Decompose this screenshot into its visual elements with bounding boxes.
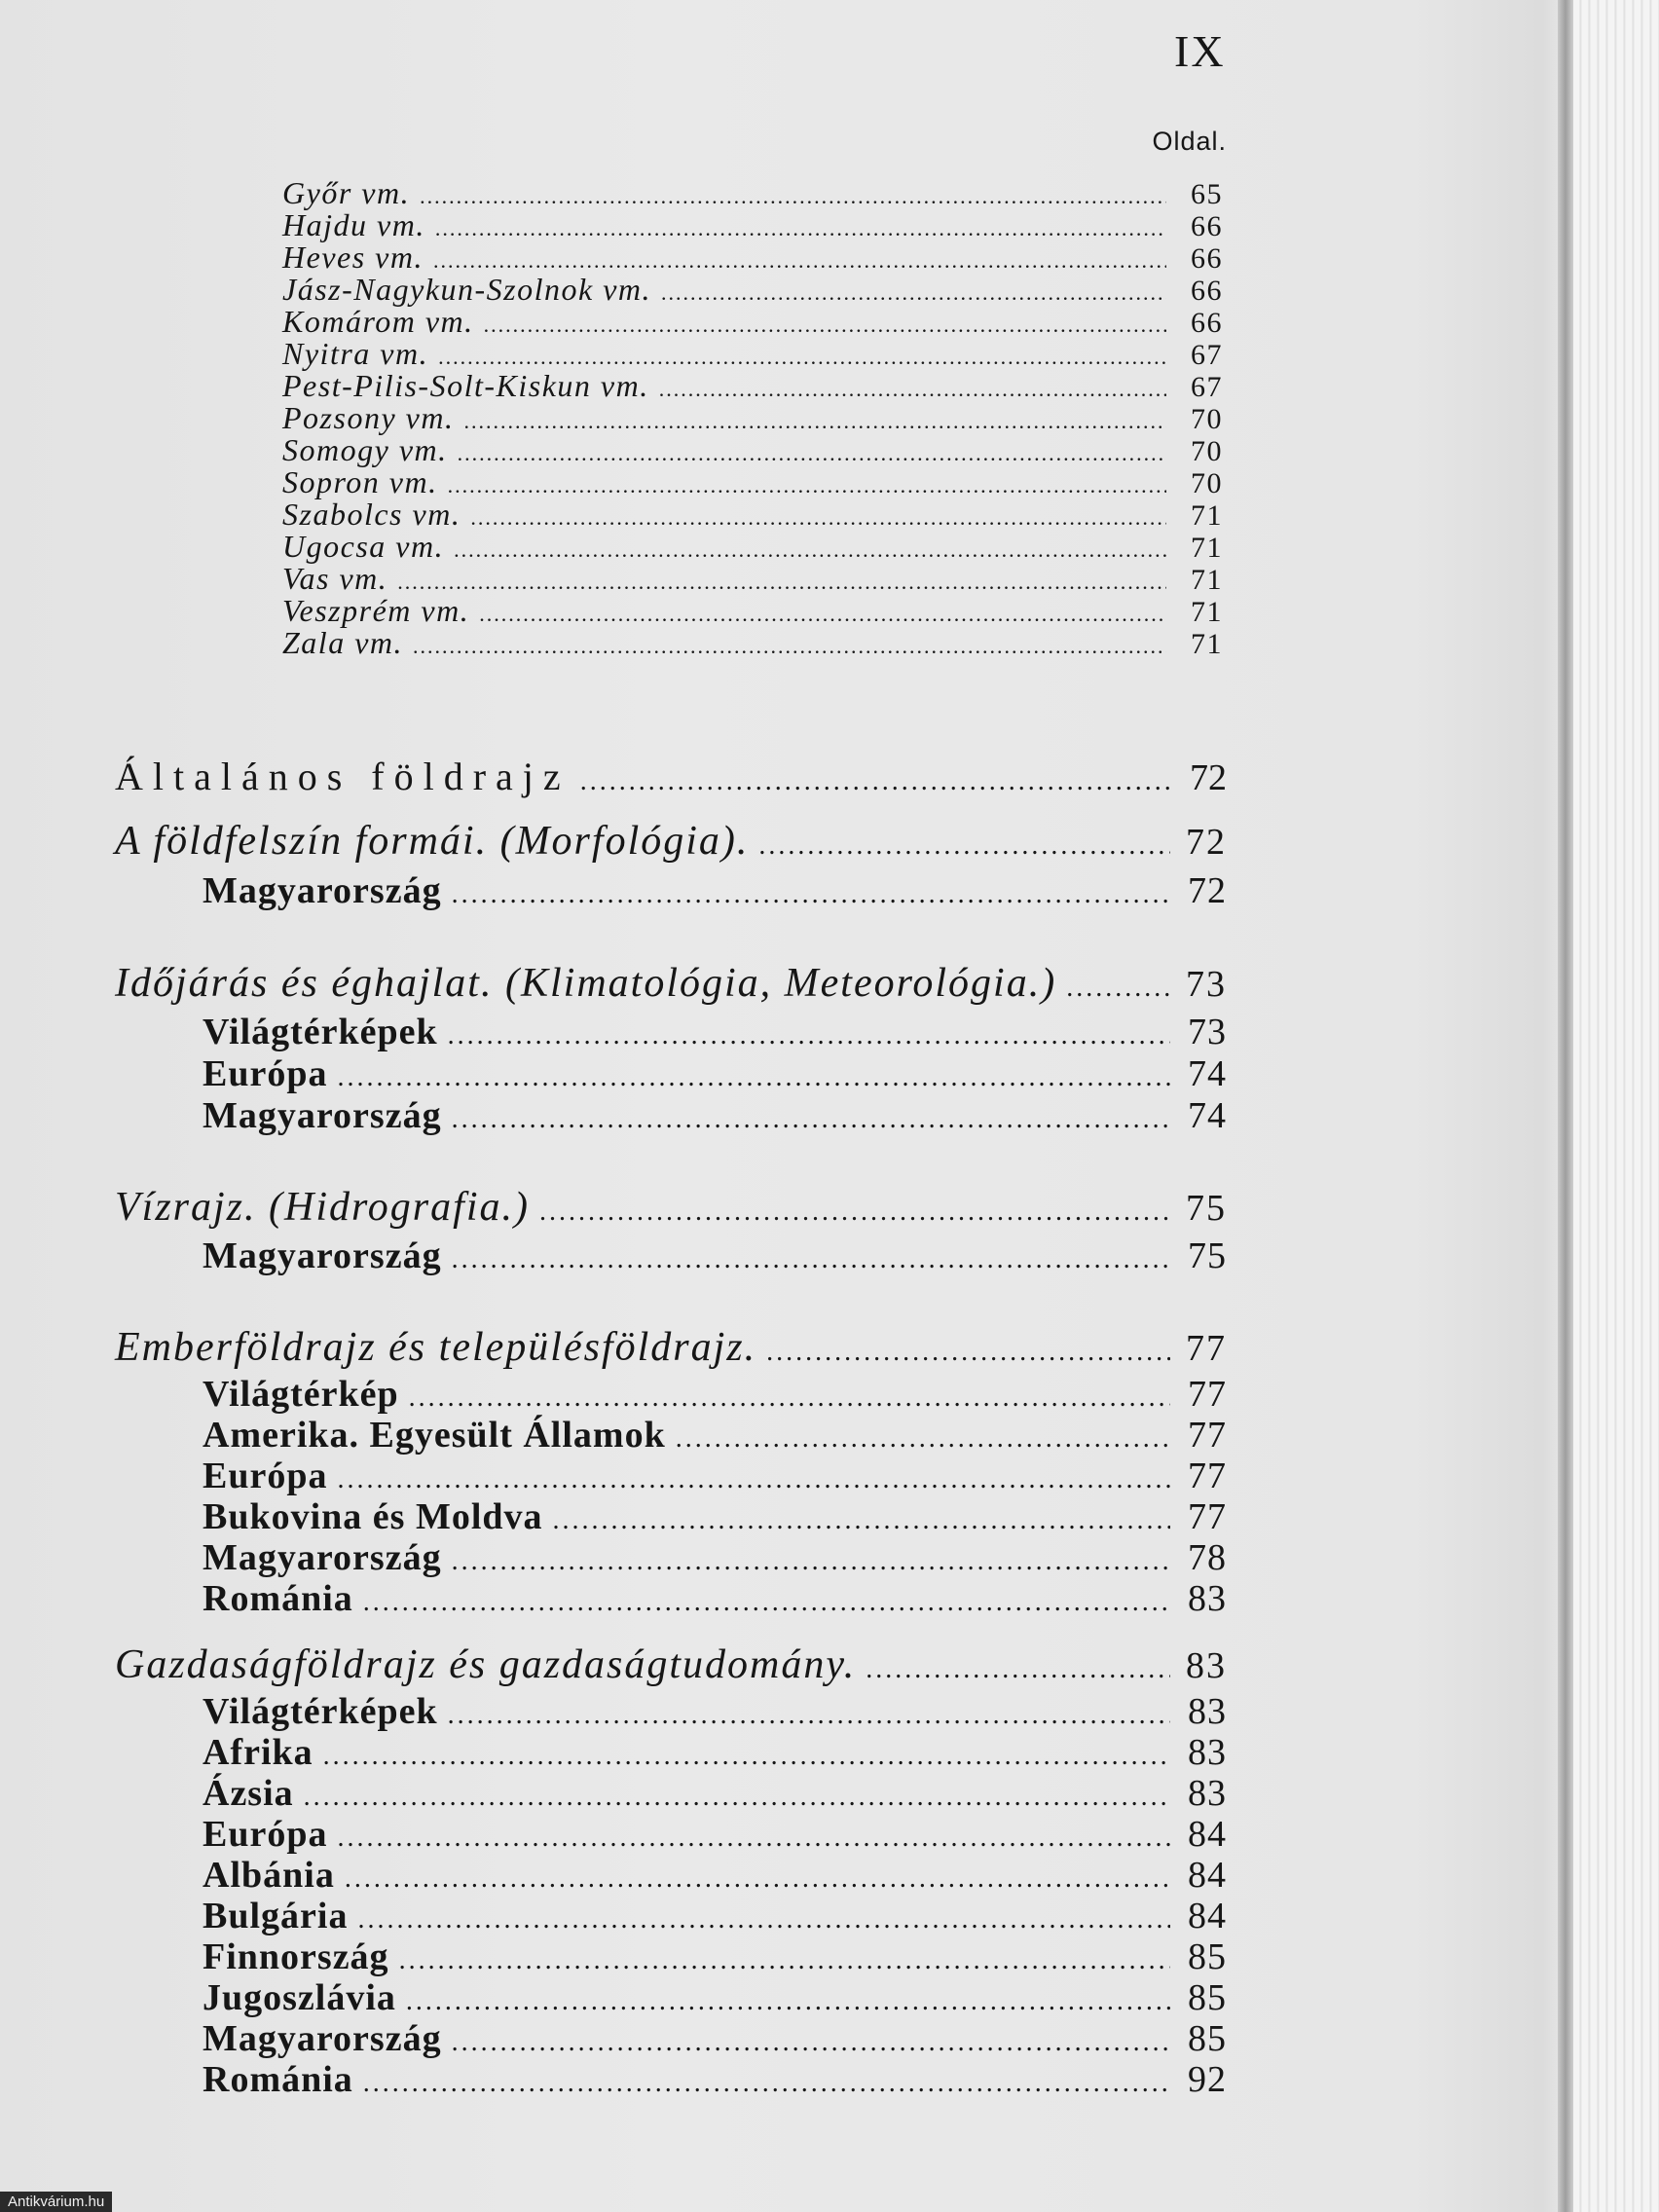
leader-dots [479,602,1166,627]
subentry-page: 77 [1188,1456,1227,1496]
leader-dots [406,1986,1170,2017]
toc-entry-county [282,368,1223,401]
leader-dots [448,1700,1170,1731]
entry-label: Pest-Pilis-Solt-Kiskun vm. [282,368,649,403]
subentry-label: Magyarország [203,1235,442,1276]
entry-label: Szabolcs vm. [282,497,461,532]
subentry-label: Albánia [203,1855,335,1896]
page-column-label: Oldal. [1152,127,1227,156]
leader-dots [399,1945,1170,1976]
toc-entry-county [282,240,1223,273]
leader-dots [337,1062,1170,1093]
toc-entry-county [282,175,1223,208]
toc-heading-economic-geography [115,1641,1227,1692]
subentry-page: 73 [1188,1012,1227,1052]
toc-subentry [203,1414,1227,1458]
entry-page: 65 [1191,178,1223,210]
entry-label: Vas vm. [282,561,388,596]
toc-entry-county [282,464,1223,498]
leader-dots [363,2068,1170,2099]
toc-subentry [203,1536,1227,1581]
subentry-label: Bulgária [203,1896,349,1936]
toc-entry-county [282,497,1223,530]
book-spine [1558,0,1573,2212]
subentry-label: Bukovina és Moldva [203,1496,543,1537]
heading-label: Időjárás és éghajlat. (Klimatológia, Meteorológia.) [115,961,1057,1006]
subentry-label: Afrika [203,1732,313,1773]
entry-page: 70 [1191,467,1223,499]
toc-subentry [203,1731,1227,1776]
subentry-label: Amerika. Egyesült Államok [203,1415,666,1456]
entry-label: Heves vm. [282,240,424,275]
heading-label: Vízrajz. (Hidrografia.) [115,1185,530,1230]
site-watermark: Antikvárium.hu [0,2192,112,2212]
subentry-label: Magyarország [203,2018,442,2059]
leader-dots [454,537,1166,563]
entry-page: 71 [1191,628,1223,660]
entry-page: 71 [1191,596,1223,628]
leader-dots [452,1244,1170,1275]
toc-entry-county [282,593,1223,626]
toc-subentry [203,2058,1227,2103]
leader-dots [323,1741,1170,1772]
heading-label: Gazdaságföldrajz és gazdaságtudomány. [115,1642,857,1687]
subentry-page: 85 [1188,1977,1227,2018]
entry-label: Pozsony vm. [282,400,455,435]
subentry-page: 74 [1188,1053,1227,1094]
toc-entry-county [282,625,1223,658]
heading-label: Általános földrajz [115,755,571,798]
page-edges [1573,0,1659,2212]
entry-page: 70 [1191,435,1223,467]
toc-subentry [203,1690,1227,1735]
toc-heading-general [115,754,1227,804]
toc-subentry [203,1772,1227,1817]
entry-label: Komárom vm. [282,304,474,339]
subentry-label: Világtérképek [203,1691,438,1732]
toc-subentry [203,1854,1227,1899]
leader-dots [758,830,1170,862]
subentry-page: 75 [1188,1235,1227,1276]
leader-dots [397,570,1166,595]
leader-dots [866,1654,1170,1685]
leader-dots [766,1337,1170,1368]
leader-dots [337,1464,1170,1495]
leader-dots [452,2027,1170,2058]
leader-dots [304,1782,1170,1813]
toc-subentry [203,1495,1227,1540]
leader-dots [409,1382,1170,1414]
subentry-page: 84 [1188,1896,1227,1936]
subentry-page: 83 [1188,1578,1227,1619]
heading-label: Emberföldrajz és településföldrajz. [115,1325,757,1370]
leader-dots [463,409,1166,434]
subentry-page: 77 [1188,1374,1227,1415]
toc-entry-county [282,529,1223,562]
entry-page: 67 [1191,339,1223,371]
toc-subentry [203,1976,1227,2021]
toc-subentry [203,2017,1227,2062]
leader-dots [484,313,1166,338]
subentry-page: 84 [1188,1855,1227,1896]
leader-dots [659,377,1166,402]
entry-page: 67 [1191,371,1223,403]
subentry-label: Világtérkép [203,1374,399,1415]
entry-label: Somogy vm. [282,432,448,467]
subentry-page: 85 [1188,2018,1227,2059]
subentry-page: 72 [1188,870,1227,911]
toc-subentry [203,1011,1227,1055]
entry-label: Nyitra vm. [282,336,429,371]
subentry-page: 85 [1188,1936,1227,1977]
leader-dots [448,473,1166,498]
entry-label: Hajdu vm. [282,207,425,242]
entry-page: 70 [1191,403,1223,435]
leader-dots [452,1546,1170,1577]
toc-entry-county [282,432,1223,465]
subentry-page: 77 [1188,1415,1227,1456]
leader-dots [661,280,1166,306]
toc-heading-human-geography [115,1324,1227,1375]
leader-dots [676,1423,1170,1455]
toc-subentry [203,1235,1227,1279]
subentry-label: Európa [203,1053,328,1094]
entry-label: Győr vm. [282,175,411,210]
toc-subentry [203,1052,1227,1097]
toc-heading-hydrography [115,1184,1227,1235]
leader-dots [357,1904,1170,1936]
heading-page: 73 [1186,964,1227,1005]
heading-label: A földfelszín formái. (Morfológia). [115,819,750,864]
leader-dots [435,216,1166,241]
subentry-label: Jugoszlávia [203,1977,396,2018]
entry-page: 71 [1191,564,1223,596]
subentry-label: Európa [203,1814,328,1855]
entry-page: 71 [1191,499,1223,532]
leader-dots [448,1020,1170,1051]
leader-dots [345,1863,1170,1895]
toc-subentry [203,1895,1227,1939]
entry-page: 66 [1191,307,1223,339]
leader-dots [458,441,1166,466]
leader-dots [452,1104,1170,1135]
leader-dots [413,634,1166,659]
leader-dots [580,766,1170,797]
toc-entry-county [282,400,1223,433]
entry-page: 66 [1191,242,1223,275]
leader-dots [539,1197,1170,1228]
heading-page: 83 [1186,1645,1227,1686]
toc-entry-county [282,207,1223,240]
entry-label: Jász-Nagykun-Szolnok vm. [282,272,652,307]
leader-dots [470,505,1166,531]
subentry-page: 83 [1188,1691,1227,1732]
toc-entry-county [282,304,1223,337]
entry-page: 66 [1191,210,1223,242]
entry-label: Sopron vm. [282,464,438,499]
toc-heading-climate [115,960,1227,1011]
subentry-page: 78 [1188,1537,1227,1578]
entry-label: Ugocsa vm. [282,529,445,564]
subentry-page: 83 [1188,1732,1227,1773]
heading-page: 72 [1186,822,1227,863]
subentry-label: Európa [203,1456,328,1496]
entry-label: Veszprém vm. [282,593,470,628]
toc-entry-county [282,272,1223,305]
entry-page: 66 [1191,275,1223,307]
leader-dots [452,879,1170,910]
subentry-label: Magyarország [203,870,442,911]
subentry-label: Világtérképek [203,1012,438,1052]
subentry-label: Magyarország [203,1537,442,1578]
page-number: IX [1174,26,1226,76]
leader-dots [553,1505,1170,1536]
leader-dots [1066,973,1170,1004]
leader-dots [438,345,1166,370]
subentry-page: 77 [1188,1496,1227,1537]
toc-subentry [203,869,1227,914]
leader-dots [337,1823,1170,1854]
leader-dots [363,1587,1170,1618]
subentry-label: Románia [203,1578,353,1619]
entry-label: Zala vm. [282,625,403,660]
toc-subentry [203,1094,1227,1139]
toc-subentry [203,1373,1227,1418]
toc-entry-county [282,561,1223,594]
subentry-label: Ázsia [203,1773,294,1814]
subentry-page: 74 [1188,1095,1227,1136]
subentry-page: 83 [1188,1773,1227,1814]
toc-subentry [203,1936,1227,1980]
toc-subentry [203,1455,1227,1499]
subentry-label: Finnország [203,1936,389,1977]
toc-subentry [203,1813,1227,1858]
subentry-label: Magyarország [203,1095,442,1136]
subentry-page: 84 [1188,1814,1227,1855]
toc-entry-county [282,336,1223,369]
toc-heading-morphology [115,818,1227,868]
subentry-label: Románia [203,2059,353,2100]
leader-dots [420,184,1166,209]
heading-page: 77 [1186,1328,1227,1369]
heading-page: 75 [1186,1188,1227,1229]
entry-page: 71 [1191,532,1223,564]
leader-dots [433,248,1166,274]
heading-page: 72 [1190,757,1227,798]
toc-subentry [203,1577,1227,1622]
subentry-page: 92 [1188,2059,1227,2100]
